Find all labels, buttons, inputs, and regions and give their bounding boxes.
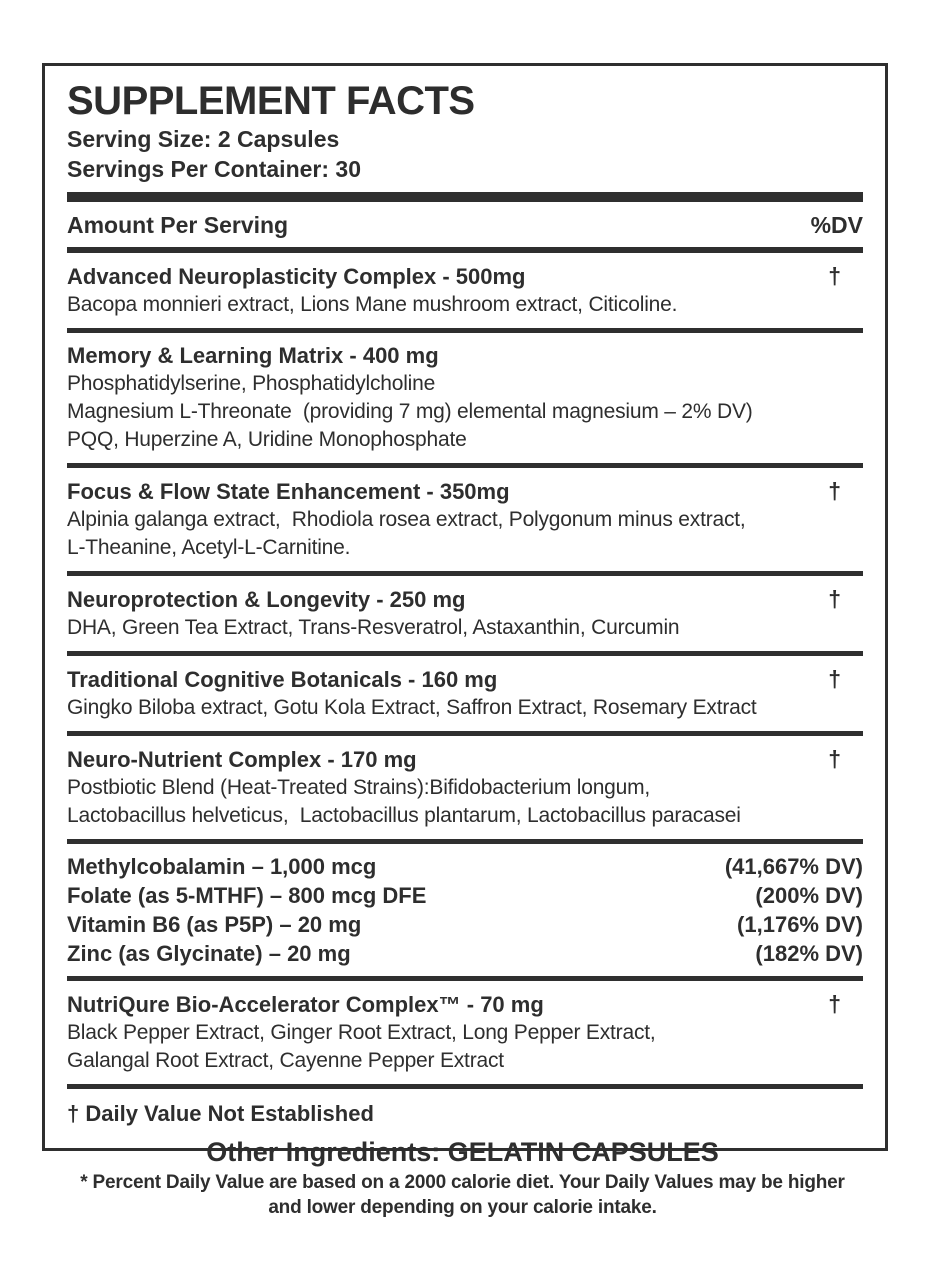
section-row bbox=[67, 981, 863, 1084]
divider-thick bbox=[67, 192, 863, 202]
percent-dv-footnote bbox=[0, 1170, 925, 1220]
section-ingredients-line: Bacopa monnieri extract, Lions Mane mushroom extract, Citicoline. bbox=[67, 293, 678, 316]
section-title: NutriQure Bio-Accelerator Complex™ - 70 mg bbox=[67, 992, 544, 1017]
amount-per-serving-label: Amount Per Serving bbox=[67, 212, 289, 238]
section-ingredients-line: Galangal Root Extract, Cayenne Pepper Extract bbox=[67, 1049, 504, 1072]
daily-value-note: † Daily Value Not Established bbox=[67, 1101, 374, 1126]
section-ingredients-line: PQQ, Huperzine A, Uridine Monophosphate bbox=[67, 428, 467, 451]
dv-dagger: † bbox=[828, 666, 841, 692]
section-ingredients-line: Black Pepper Extract, Ginger Root Extract, Long Pepper Extract, bbox=[67, 1021, 656, 1044]
section-title: Neuroprotection & Longevity - 250 mg bbox=[67, 587, 466, 612]
nutrient-name: Vitamin B6 (as P5P) – 20 mg bbox=[67, 912, 362, 937]
nutrient-name: Methylcobalamin – 1,000 mcg bbox=[67, 854, 377, 879]
panel-title: SUPPLEMENT FACTS bbox=[67, 79, 475, 123]
nutrient-row bbox=[67, 939, 863, 968]
section-row bbox=[67, 656, 863, 731]
footnote-line-1: * Percent Daily Value are based on a 2000 calorie diet. Your Daily Values may be higher bbox=[80, 1172, 845, 1193]
section-ingredients-line: Postbiotic Blend (Heat-Treated Strains):Bifidobacterium longum, bbox=[67, 776, 651, 799]
other-ingredients: Other Ingredients: GELATIN CAPSULES bbox=[206, 1137, 719, 1167]
nutrient-dv: (41,667% DV) bbox=[724, 854, 863, 879]
section-ingredients-line: Phosphatidylserine, Phosphatidylcholine bbox=[67, 372, 436, 395]
nutrient-dv: (1,176% DV) bbox=[737, 912, 863, 937]
ingredient-rows bbox=[67, 253, 863, 1148]
section-header-row bbox=[67, 585, 863, 614]
section-header-row bbox=[67, 990, 863, 1019]
section-title: Neuro-Nutrient Complex - 170 mg bbox=[67, 747, 417, 772]
dv-dagger: † bbox=[828, 478, 841, 504]
section-row bbox=[67, 333, 863, 463]
section-header-row bbox=[67, 477, 863, 506]
nutrient-name: Folate (as 5-MTHF) – 800 mcg DFE bbox=[67, 883, 427, 908]
nutrient-name: Zinc (as Glycinate) – 20 mg bbox=[67, 941, 351, 966]
section-ingredients-line: DHA, Green Tea Extract, Trans-Resveratrol, Astaxanthin, Curcumin bbox=[67, 616, 680, 639]
dv-dagger: † bbox=[828, 991, 841, 1017]
section-ingredients-line: Lactobacillus helveticus, Lactobacillus plantarum, Lactobacillus paracasei bbox=[67, 804, 741, 827]
nutrient-row bbox=[67, 910, 863, 939]
section-header-row bbox=[67, 745, 863, 774]
section-ingredients-line: Gingko Biloba extract, Gotu Kola Extract, Saffron Extract, Rosemary Extract bbox=[67, 696, 757, 719]
nutrient-dv: (182% DV) bbox=[755, 941, 863, 966]
dv-column-label: %DV bbox=[810, 212, 863, 238]
dv-dagger: † bbox=[828, 263, 841, 289]
section-ingredients-line: Magnesium L-Threonate (providing 7 mg) elemental magnesium – 2% DV) bbox=[67, 400, 753, 423]
dv-dagger: † bbox=[828, 586, 841, 612]
section-ingredients-line: L-Theanine, Acetyl-L-Carnitine. bbox=[67, 536, 351, 559]
servings-per-container: Servings Per Container: 30 bbox=[67, 156, 361, 182]
nutrient-row bbox=[67, 881, 863, 910]
section-title: Advanced Neuroplasticity Complex - 500mg bbox=[67, 264, 526, 289]
nutrient-row bbox=[67, 852, 863, 881]
section-row bbox=[67, 736, 863, 839]
section-header-row bbox=[67, 262, 863, 291]
section-title: Traditional Cognitive Botanicals - 160 mg bbox=[67, 667, 498, 692]
nutrient-block bbox=[67, 844, 863, 976]
section-row bbox=[67, 253, 863, 328]
section-ingredients-line: Alpinia galanga extract, Rhodiola rosea extract, Polygonum minus extract, bbox=[67, 508, 746, 531]
section-header-row bbox=[67, 342, 863, 370]
section-row bbox=[67, 468, 863, 571]
column-header-row bbox=[67, 209, 863, 247]
dv-dagger: † bbox=[828, 746, 841, 772]
section-row bbox=[67, 576, 863, 651]
nutrient-dv: (200% DV) bbox=[755, 883, 863, 908]
section-title: Focus & Flow State Enhancement - 350mg bbox=[67, 479, 510, 504]
section-title: Memory & Learning Matrix - 400 mg bbox=[67, 343, 439, 368]
supplement-facts-panel bbox=[42, 63, 888, 1151]
footnote-line-2: and lower depending on your calorie intake. bbox=[268, 1197, 657, 1218]
serving-size: Serving Size: 2 Capsules bbox=[67, 126, 340, 152]
section-header-row bbox=[67, 665, 863, 694]
